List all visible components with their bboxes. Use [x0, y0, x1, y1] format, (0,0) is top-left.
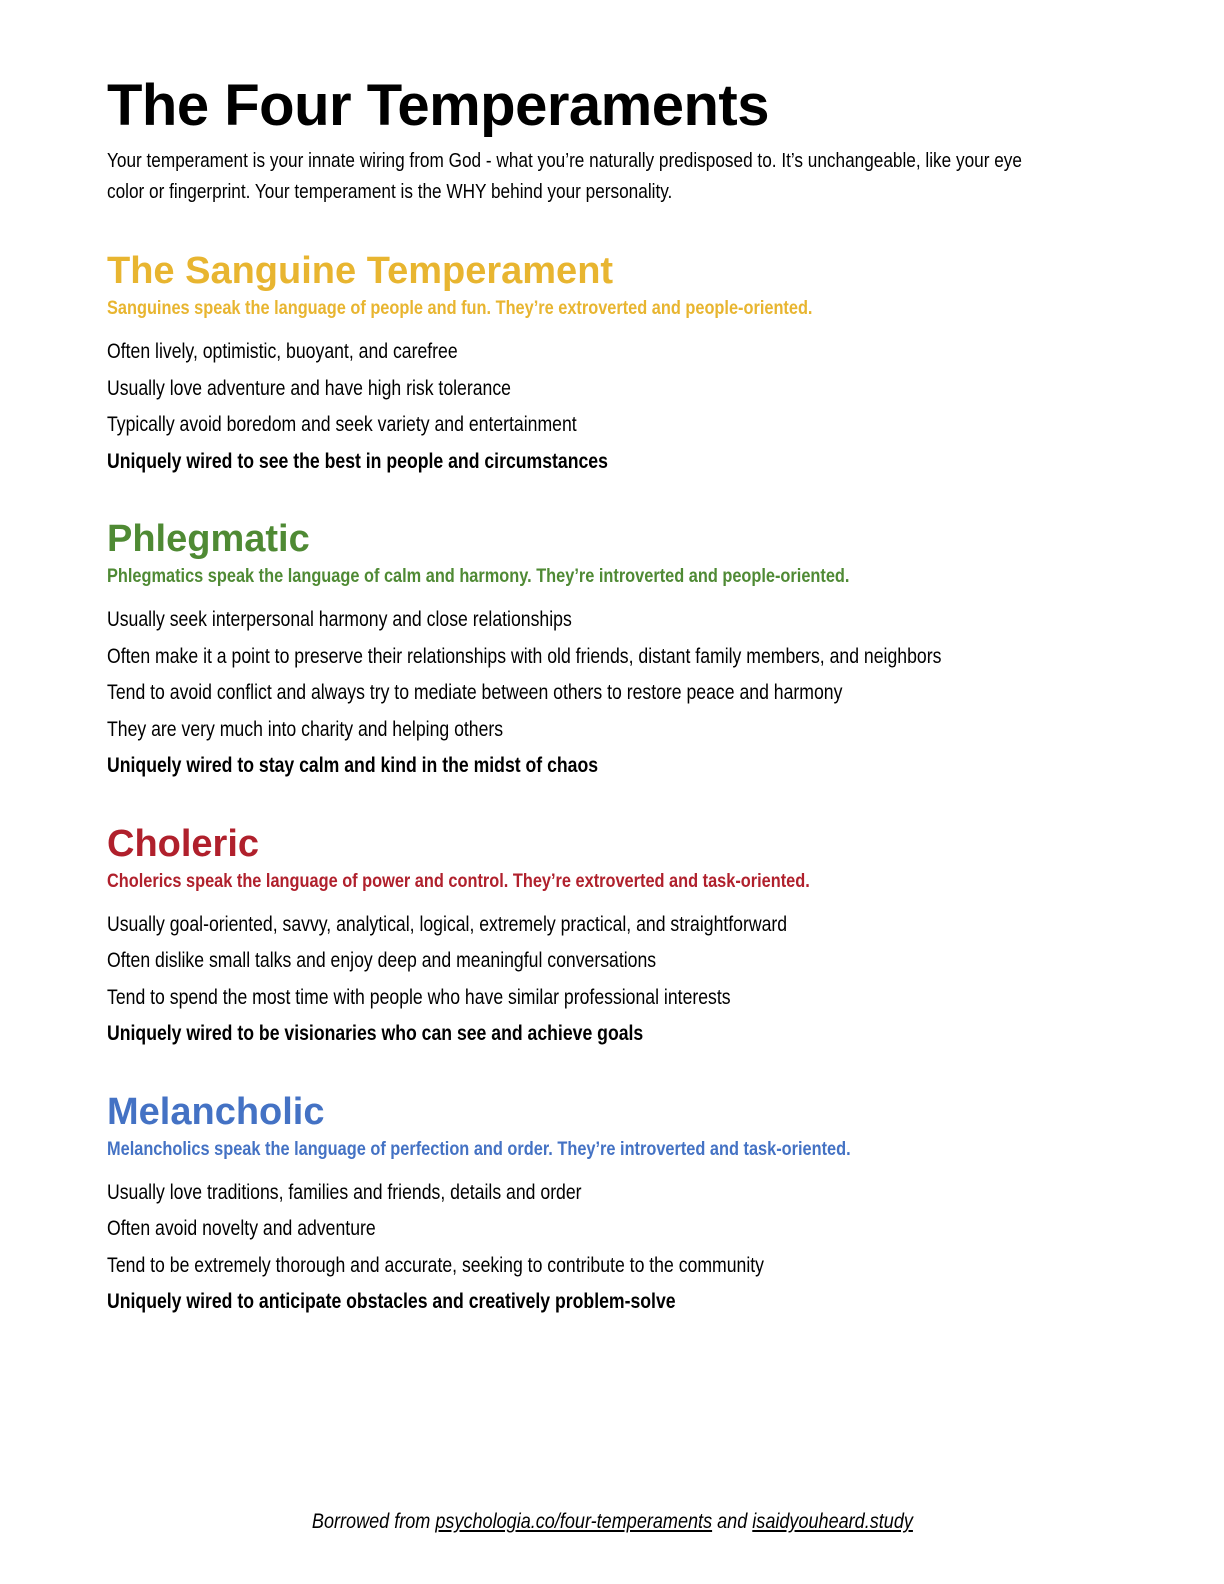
trait-highlight: Uniquely wired to be visionaries who can see and achieve goals [107, 1022, 644, 1045]
trait-list [107, 1175, 1117, 1321]
section-choleric [107, 821, 1117, 1053]
trait-item: Usually love adventure and have high risk tolerance [107, 376, 512, 400]
trait-item: Often lively, optimistic, buoyant, and carefree [107, 340, 458, 363]
section-subtitle: Phlegmatics speak the language of calm and harmony. They’re introverted and people-oriented. [107, 566, 850, 587]
trait-item: Tend to avoid conflict and always try to mediate between others to restore peace and harmony [107, 681, 843, 704]
trait-item: Usually seek interpersonal harmony and close relationships [107, 608, 572, 631]
intro-line: Your temperament is your innate wiring from God - what you’re naturally predisposed to. It’s unchangeable, like your eye [107, 150, 1022, 172]
footer-credit [0, 1510, 1224, 1534]
trait-list [107, 602, 1117, 785]
trait-item: Often dislike small talks and enjoy deep and meaningful conversations [107, 949, 657, 972]
footer-prefix: Borrowed from [311, 1510, 435, 1533]
section-subtitle: Cholerics speak the language of power and control. They’re extroverted and task-oriented. [107, 870, 810, 892]
trait-highlight: Uniquely wired to stay calm and kind in the midst of chaos [107, 754, 599, 777]
trait-highlight: Uniquely wired to see the best in people and circumstances [107, 449, 608, 473]
section-phlegmatic [107, 516, 1117, 785]
intro-line: color or fingerprint. Your temperament is the WHY behind your personality. [107, 181, 673, 203]
section-melancholic [107, 1089, 1117, 1321]
trait-highlight: Uniquely wired to anticipate obstacles and creatively problem-solve [107, 1290, 676, 1313]
section-heading: Choleric [107, 822, 260, 865]
section-heading: The Sanguine Temperament [107, 250, 614, 292]
section-sanguine [107, 248, 1117, 480]
document [107, 70, 1117, 1321]
trait-item: Tend to be extremely thorough and accurate, seeking to contribute to the community [107, 1253, 764, 1277]
footer-text [311, 1510, 912, 1534]
trait-item: Usually love traditions, families and friends, details and order [107, 1180, 582, 1204]
trait-list [107, 907, 1117, 1053]
footer-middle: and [711, 1510, 752, 1533]
source-link-isaidyouheard[interactable]: isaidyouheard.study [751, 1510, 913, 1533]
page-title: The Four Temperaments [107, 73, 769, 138]
trait-item: Often make it a point to preserve their relationships with old friends, distant family members, and neighbors [107, 644, 942, 668]
section-subtitle: Melancholics speak the language of perfection and order. They’re introverted and task-oriented. [107, 1138, 851, 1160]
source-link-psychologia[interactable]: psychologia.co/four-temperaments [434, 1510, 712, 1533]
intro-paragraph [107, 146, 1118, 208]
trait-item: Tend to spend the most time with people who have similar professional interests [107, 985, 731, 1009]
trait-list [107, 334, 1117, 480]
trait-item: They are very much into charity and helping others [107, 717, 504, 741]
section-subtitle: Sanguines speak the language of people and fun. They’re extroverted and people-oriented. [107, 298, 813, 319]
section-heading: Phlegmatic [107, 518, 310, 560]
section-heading: Melancholic [107, 1090, 325, 1133]
trait-item: Often avoid novelty and adventure [107, 1217, 376, 1240]
trait-item: Typically avoid boredom and seek variety and entertainment [107, 413, 577, 436]
trait-item: Usually goal-oriented, savvy, analytical, logical, extremely practical, and straightforward [107, 912, 788, 936]
